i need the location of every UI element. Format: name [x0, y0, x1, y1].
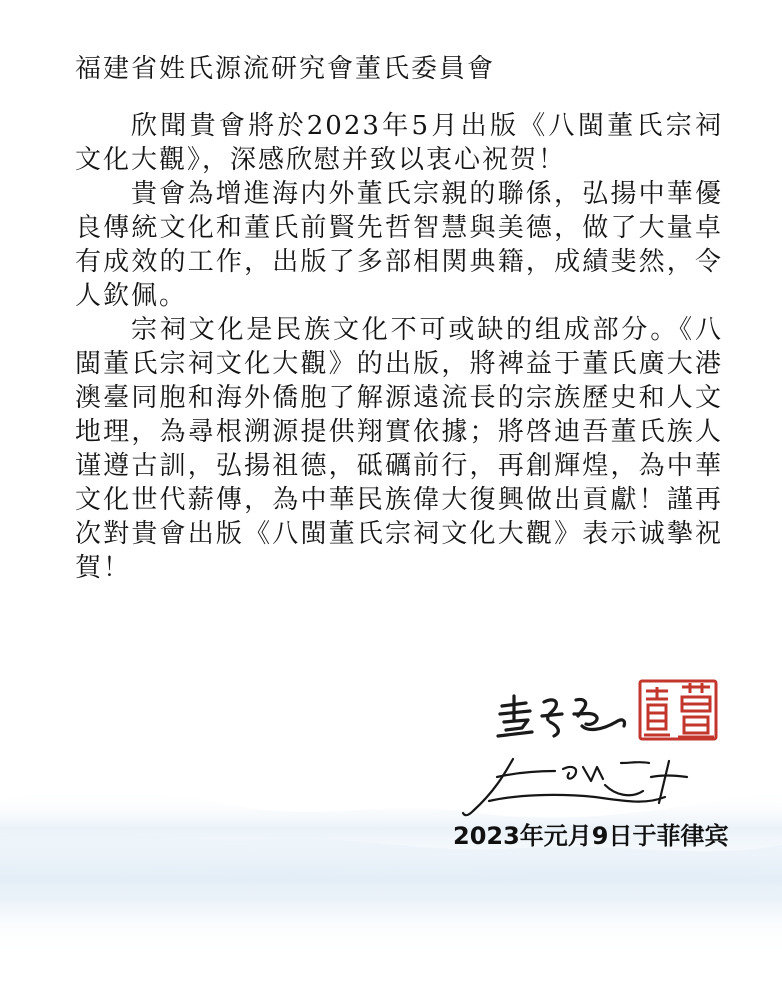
calligraphy-signature — [492, 692, 632, 742]
paragraph-3: 宗祠文化是民族文化不可或缺的组成部分。《八閩董氏宗祠文化大觀》的出版，將裨益于董氏廣大港澳臺同胞和海外僑胞了解源遠流長的宗族歷史和人文地理，為尋根溯源提供翔實依據；將啓迪吾董氏族人谨遵古訓，弘揚祖德，砥礪前行，再創輝煌，為中華文化世代薪傳，為中華民族偉大復興做出貢獻！謹再次對貴會出版《八閩董氏宗祠文化大觀》表示诚摰祝賀！ — [75, 315, 723, 583]
recipient-heading: 福建省姓氏源流研究會董氏委員會 — [75, 54, 496, 84]
handwritten-signature — [455, 755, 695, 820]
paragraph-2: 貴會為增進海内外董氏宗親的聯係，弘揚中華優良傳統文化和董氏前賢先哲智慧與美德，做了大量卓有成效的工作，出版了多部相関典籍，成績斐然，令人欽佩。 — [75, 179, 723, 311]
red-seal-stamp — [638, 679, 718, 741]
letter-body — [75, 52, 723, 585]
paragraph-1: 欣聞貴會將於2023年5月出版《八閩董氏宗祠文化大觀》，深感欣慰并致以衷心祝贺！ — [75, 111, 723, 175]
date-place-line: 2023年元月9日于菲律宾 — [453, 822, 729, 850]
